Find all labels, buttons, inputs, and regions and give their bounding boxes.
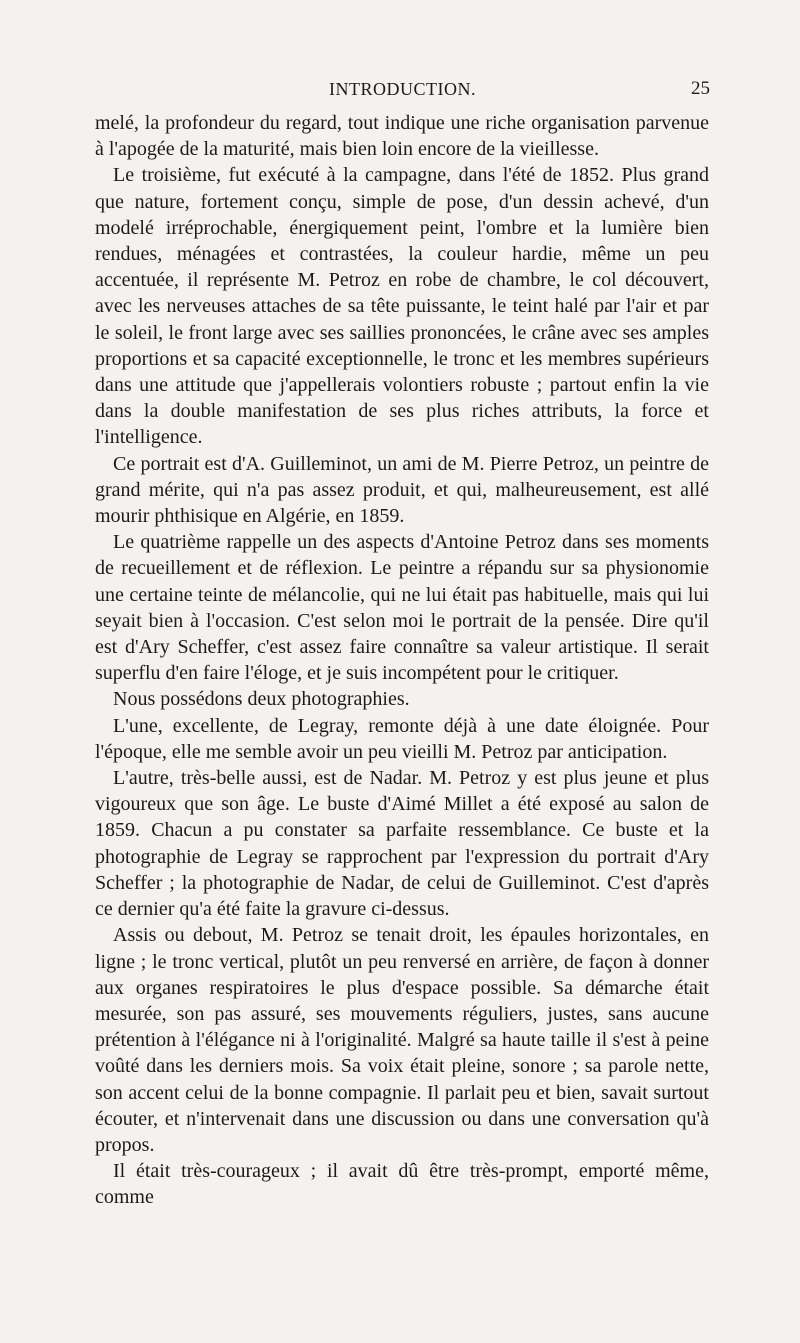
paragraph-fourth-portrait: Le quatrième rappelle un des aspects d'Antoine Petroz dans ses moments de recueillement et de réflexion. Le peintre a répandu sur sa physionomie une certaine teinte de mélancolie, qui ne lui était pas habituelle, mais qui lui seyait bien à l'occasion. C'est selon moi le portrait de la pensée. Dire qu'il est d'Ary Scheffer, c'est assez faire connaître sa valeur artistique. Il serait superflu d'en faire l'éloge, et je suis incompétent pour le critiquer.: [95, 531, 709, 685]
paragraph-legray: L'une, excellente, de Legray, remonte déjà à une date éloignée. Pour l'époque, elle me semble avoir un peu vieilli M. Petroz par anticipation.: [95, 714, 709, 763]
running-title: INTRODUCTION.: [329, 79, 476, 99]
page-number: 25: [691, 78, 710, 99]
body-text: [95, 110, 709, 1211]
paragraph-photographs: Nous possédons deux photographies.: [113, 688, 410, 711]
paragraph-guilleminot: Ce portrait est d'A. Guilleminot, un ami de M. Pierre Petroz, un peintre de grand mérite, qui n'a pas assez produit, et qui, malheureusement, est allé mourir phthisique en Algérie, en 1859.: [95, 452, 709, 528]
paragraph-posture: Assis ou debout, M. Petroz se tenait droit, les épaules horizontales, en ligne ; le tronc vertical, plutôt un peu renversé en arrière, de façon à donner aux organes respiratoires le plus d'espace possible. Sa démarche était mesurée, son pas assuré, ses mouvements réguliers, justes, sans aucune prétention à l'élégance ni à l'originalité. Malgré sa haute taille il s'est à peine voûté dans les derniers mois. Sa voix était pleine, sonore ; sa parole nette, son accent celui de la bonne compagnie. Il parlait peu et bien, savait surtout écouter, et n'intervenait dans une discussion ou dans une conversation qu'à propos.: [95, 924, 709, 1156]
paragraph-third-portrait: Le troisième, fut exécuté à la campagne, dans l'été de 1852. Plus grand que nature, fortement conçu, simple de pose, d'un dessin achevé, d'un modelé irréprochable, énergiquement peint, l'ombre et la lumière bien rendues, ménagées et contrastées, la couleur hardie, même un peu accentuée, il représente M. Petroz en robe de chambre, le col découvert, avec les nerveuses attaches de sa tête puissante, le teint halé par l'air et par le soleil, le front large avec ses saillies prononcées, le crâne avec ses amples proportions et sa capacité exceptionnelle, le tronc et les membres supérieurs dans une attitude que j'appellerais volontiers robuste ; partout enfin la vie dans la double manifestation de ses plus riches attributs, la force et l'intelligence.: [95, 164, 709, 449]
paragraph-nadar: L'autre, très-belle aussi, est de Nadar. M. Petroz y est plus jeune et plus vigoureux que son âge. Le buste d'Aimé Millet a été exposé au salon de 1859. Chacun a pu constater sa parfaite ressemblance. Ce buste et la photographie de Legray se rapprochent par l'expression du portrait d'Ary Scheffer ; la photographie de Nadar, de celui de Guilleminot. C'est d'après ce dernier qu'a été faite la gravure ci-dessus.: [95, 767, 709, 921]
paragraph-courage: Il était très-courageux ; il avait dû être très-prompt, emporté même, comme: [95, 1160, 709, 1209]
paragraph-continuation: melé, la profondeur du regard, tout indique une riche organisation parvenue à l'apogée de la maturité, mais bien loin encore de la vieillesse.: [95, 112, 709, 161]
running-head: [95, 76, 710, 102]
